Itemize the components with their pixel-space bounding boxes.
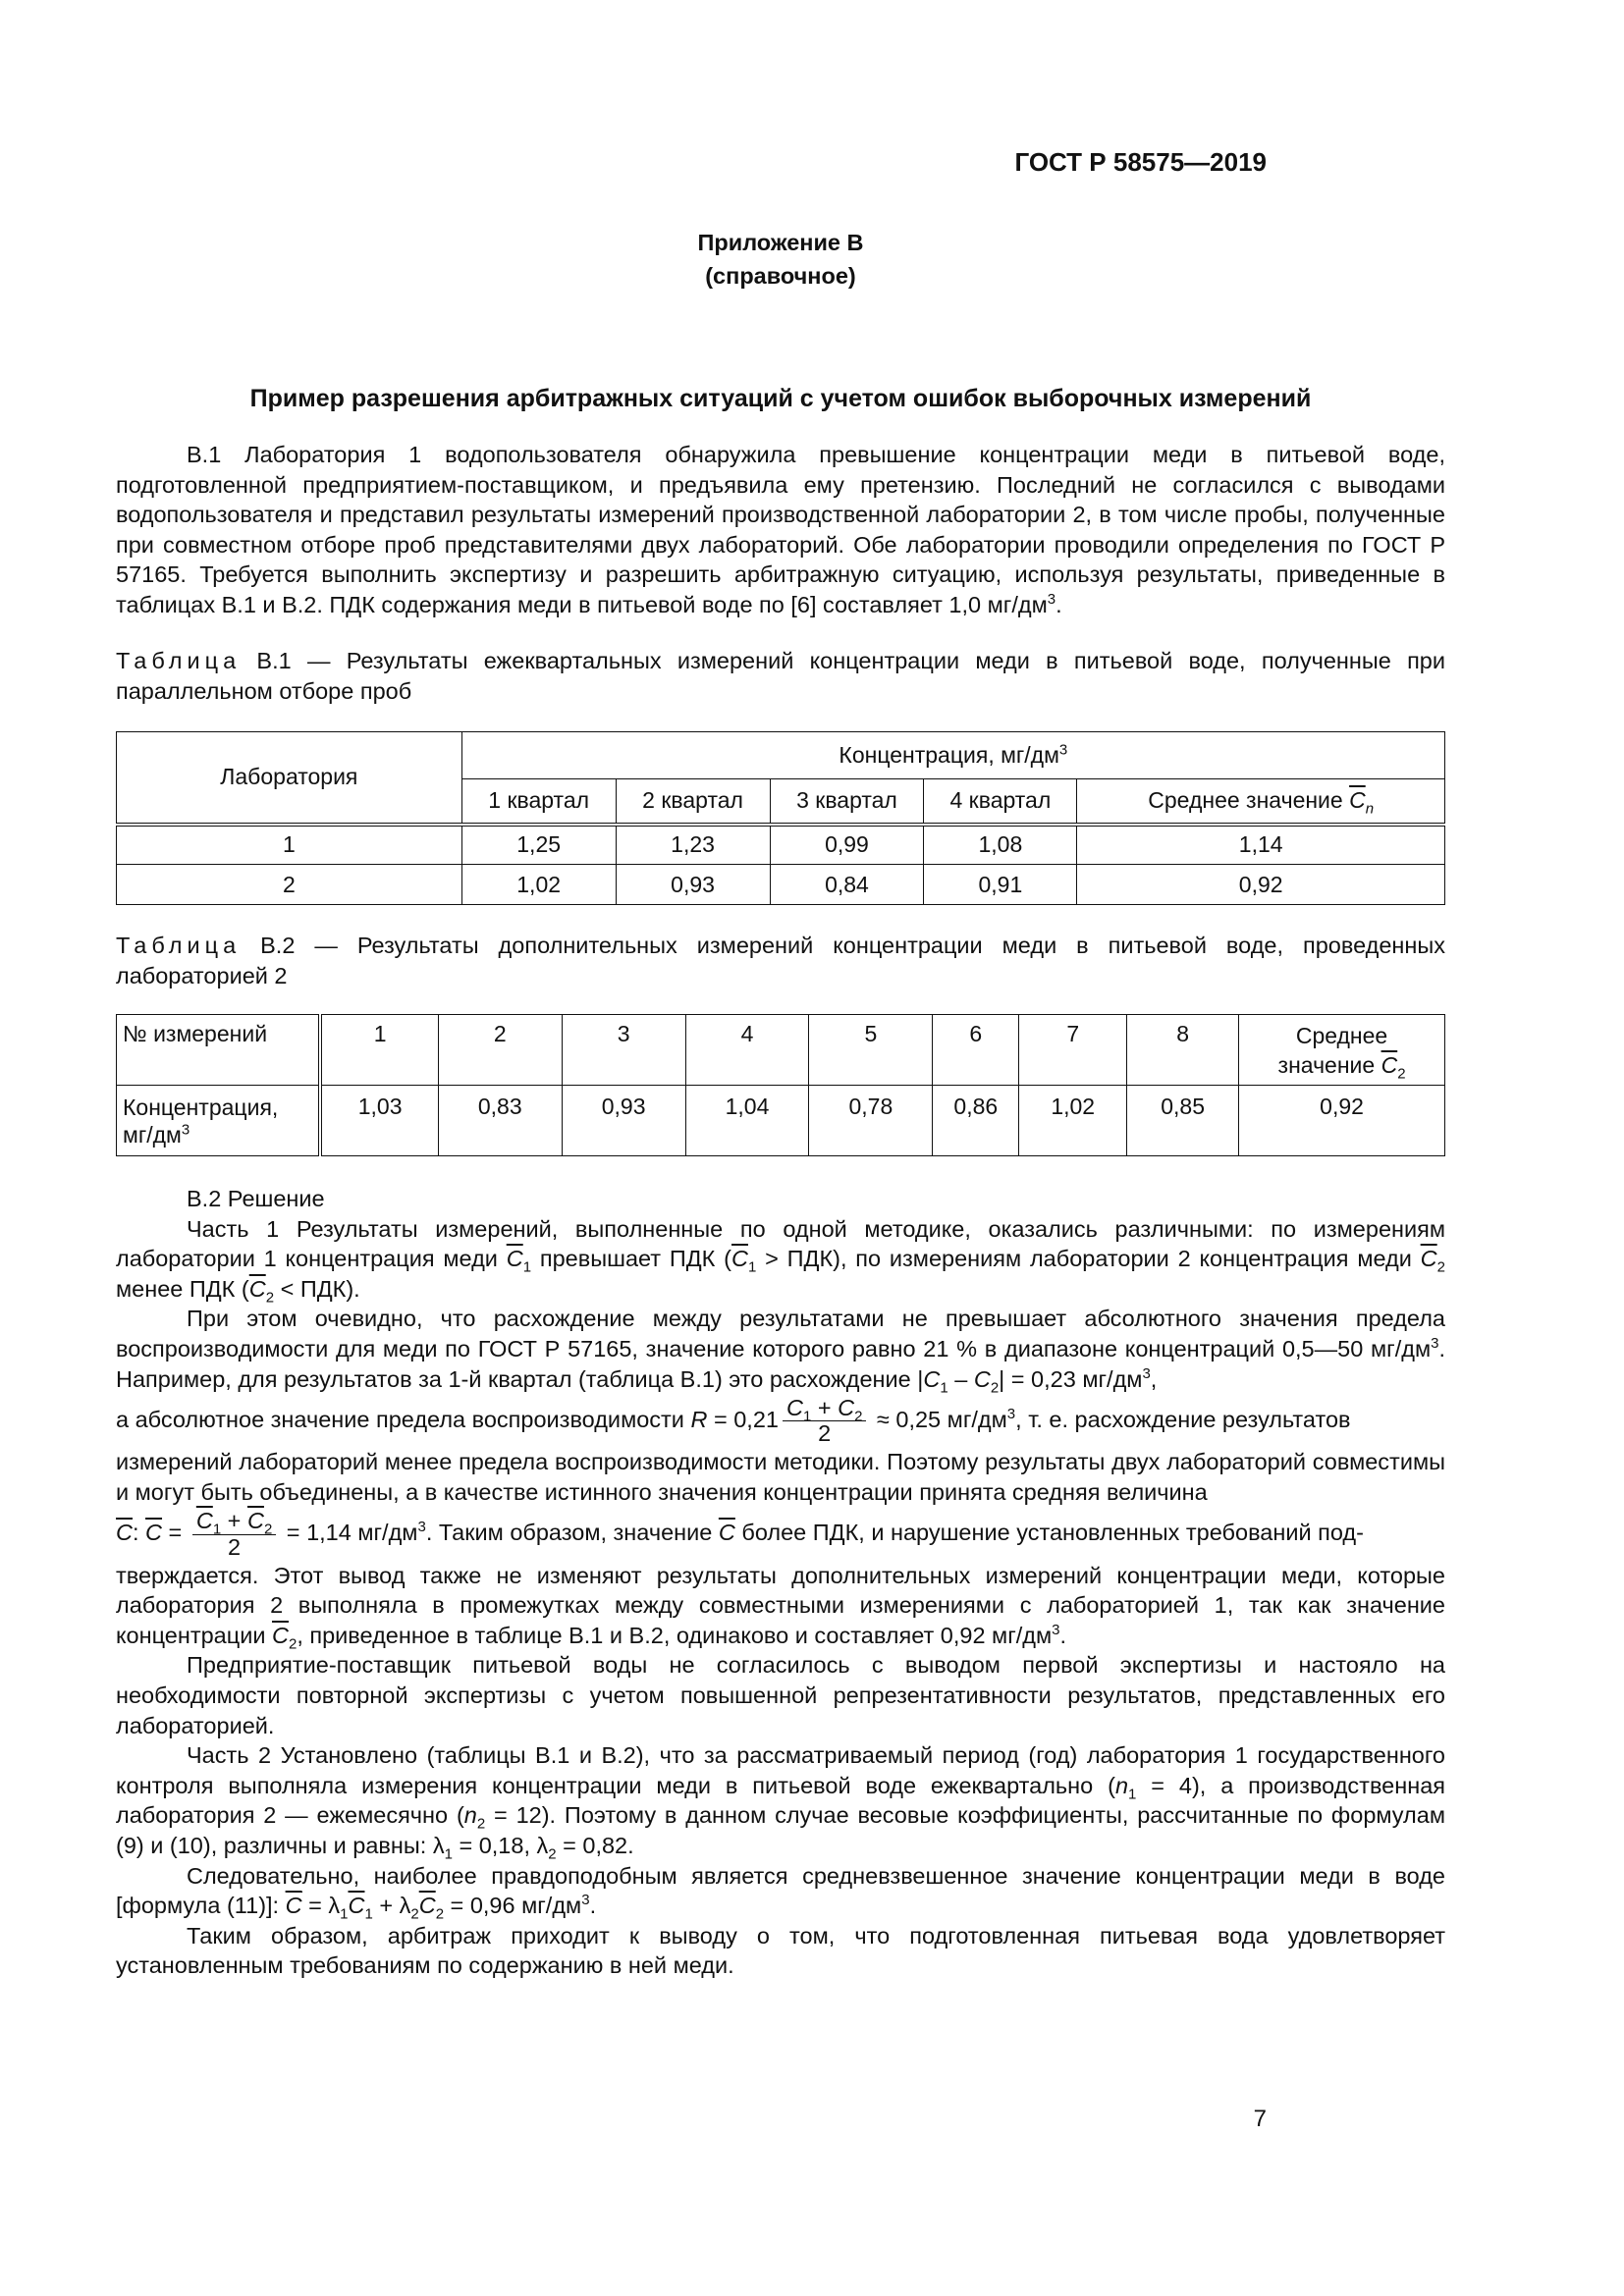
solution-paragraph-5: $\overline{C}$: $\overline{C}$ = $\frac{\overline{C}_1 + \overline{C}_2}{2}$ = 1,14 $мг/дм^3$. Таким образом, значение $\overline{C}$ более ПДК, и нарушение установленных требований под- <box>116 1507 1364 1560</box>
col-header-concentration: Концентрация, $мг/дм^3$ <box>461 732 1444 779</box>
annex-heading <box>116 226 1445 293</box>
annex-type: (справочное) <box>705 263 856 289</box>
solution-paragraph-4: измерений лабораторий менее предела воспроизводимости методики. Поэтому результаты двух лабораторий совместимы и могут быть объединены, а в качестве истинного значения концентрации принята средняя величина <box>116 1449 1445 1505</box>
paragraph-b1: В.1 Лаборатория 1 водопользователя обнаружила превышение концентрации меди в питьевой воде, подготовленной предприятием-поставщиком, и предъявила ему претензию. Последний не согласился с выводами водопользователя и представил результаты измерений производственной лаборатории 2, в том числе пробы, полученные при совместном отборе проб представителями двух лабораторий. Обе лаборатории проводили определения по ГОСТ Р 57165. Требуется выполнить экспертизу и разрешить арбитражную ситуацию, используя результаты, приведенные в таблицах В.1 и В.2. ПДК содержания меди в питьевой воде по [6] составляет 1,0 $мг/дм^3$. <box>116 442 1445 617</box>
row-header-measurement-no: № измерений <box>117 1015 321 1086</box>
table-row: № измерений 1 2 3 4 5 6 7 8 Среднее значение $\overline{C}_2$ <box>117 1015 1445 1086</box>
col-header-q2: 2 квартал <box>616 779 770 825</box>
table-additional-results <box>116 1014 1445 1156</box>
fraction: $\frac{\overline{C}_1 + \overline{C}_2}{2}$ <box>192 1509 276 1561</box>
solution-paragraph-3: а абсолютное значение предела воспроизводимости R = 0,21 $\frac{C_1 + C_2}{2}$ ≈ 0,25 $мг/дм^3$, т. е. расхождение результатов <box>116 1394 1351 1447</box>
fraction: $\frac{C_1 + C_2}{2}$ <box>783 1396 866 1448</box>
page-number: 7 <box>1253 2106 1267 2132</box>
col-header-q3: 3 квартал <box>770 779 924 825</box>
table-quarterly-results <box>116 731 1445 905</box>
row-header-concentration: Концентрация, $мг/дм^3$ <box>117 1086 321 1156</box>
solution-section <box>116 1184 1445 1981</box>
solution-paragraph-2: При этом очевидно, что расхождение между результатами не превышает абсолютного значения предела воспроизводимости для меди по ГОСТ Р 57165, значение которого равно 21 % в диапазоне концентраций 0,5—50 $мг/дм^3$. Например, для результатов за 1-й квартал (таблица В.1) это расхождение $|C_1 - C_2| = 0,23$ $мг/дм^3$, <box>116 1306 1445 1397</box>
annex-title: Приложение В <box>697 230 864 255</box>
table1-caption: Таблица В.1 — Результаты ежеквартальных измерений концентрации меди в питьевой воде, полученные при параллельном отборе проб <box>116 648 1445 704</box>
solution-paragraph-7: Предприятие-поставщик питьевой воды не согласилось с выводом первой экспертизы и настояло на необходимости повторной экспертизы с учетом повышенной репрезентативности результатов, представленных его лабораторией. <box>116 1652 1445 1738</box>
table2-caption: Таблица В.2 — Результаты дополнительных измерений концентрации меди в питьевой воде, проведенных лабораторией 2 <box>116 933 1445 988</box>
solution-paragraph-8: Часть 2 Установлено (таблицы В.1 и В.2), что за рассматриваемый период (год) лаборатория 1 государственного контроля выполняла измерения концентрации меди в питьевой воде ежеквартально $(n_1 = 4)$, а производственная лаборатория 2 — ежемесячно $(n_2 = 12)$. Поэтому в данном случае весовые коэффициенты, рассчитанные по формулам (9) и (10), различны и равны: $\lambda_1 = 0,18$, $\lambda_2 = 0,82$. <box>116 1742 1445 1863</box>
table-row: Концентрация, $мг/дм^3$ 1,03 0,83 0,93 1,04 0,78 0,86 1,02 0,85 0,92 <box>117 1086 1445 1156</box>
col-header-q1: 1 квартал <box>461 779 616 825</box>
solution-heading: В.2 Решение <box>187 1186 325 1211</box>
col-header-lab: Лаборатория <box>117 732 462 825</box>
table-row: 1 1,25 1,23 0,99 1,08 1,14 <box>117 825 1445 865</box>
col-header-mean: Среднее значение $\overline{C}_2$ <box>1239 1015 1445 1086</box>
solution-paragraph-9: Следовательно, наиболее правдоподобным является средневзвешенное значение концентрации меди в воде [формула (11)]: $\overline{C} = \lambda_1\overline{C}_1 + \lambda_2\overline{C}_2 = 0,96$ $мг/дм^3$. <box>116 1862 1445 1923</box>
table-row: 2 1,02 0,93 0,84 0,91 0,92 <box>117 865 1445 905</box>
col-header-mean: Среднее значение $\overline{C}_n$ <box>1077 779 1445 825</box>
col-header-q4: 4 квартал <box>924 779 1077 825</box>
section-title: Пример разрешения арбитражных ситуаций с учетом ошибок выборочных измерений <box>249 385 1312 412</box>
solution-paragraph-1: Часть 1 Результаты измерений, выполненные по одной методике, оказались различными: по измерениям лаборатории 1 концентрация меди $\overline{C}_1$ превышает ПДК $(\overline{C}_1 > ПДК)$, по измерениям лаборатории 2 концентрация меди $\overline{C}_2$ менее ПДК $(\overline{C}_2 < ПДК)$. <box>116 1215 1445 1307</box>
solution-paragraph-6: тверждается. Этот вывод также не изменяют результаты дополнительных измерений концентрации меди, которые лаборатория 2 выполняла в промежутках между совместными измерениями с лабораторией 1, так как значение концентрации $\overline{C}_2$, приведенное в таблице В.1 и В.2, одинаково и составляет 0,92 $мг/дм^3$. <box>116 1562 1445 1653</box>
solution-paragraph-10: Таким образом, арбитраж приходит к выводу о том, что подготовленная питьевая вода удовлетворяет установленным требованиям по содержанию в ней меди. <box>116 1922 1445 1979</box>
standard-designation: ГОСТ Р 58575—2019 <box>1014 147 1267 177</box>
